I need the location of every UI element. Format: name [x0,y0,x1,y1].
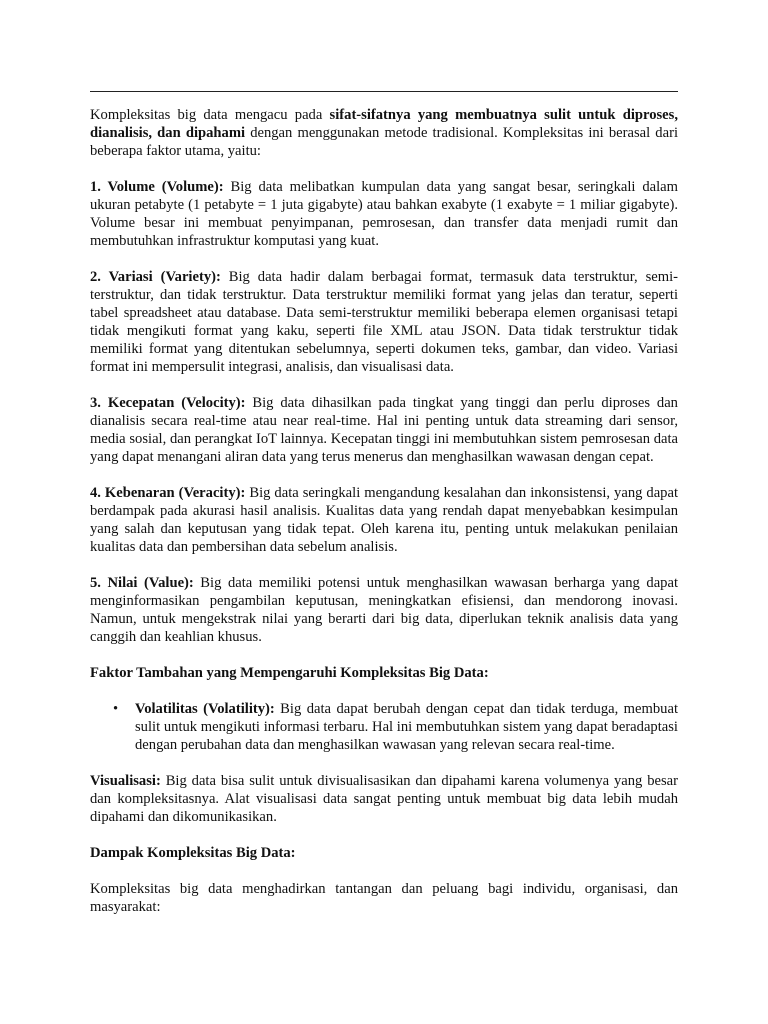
factor-velocity [90,394,678,466]
visualization-paragraph [90,772,678,826]
factor-title: 3. Kecepatan (Velocity): [90,395,246,411]
intro-text-end: dengan menggunakan metode tradisional. Kompleksitas ini berasal dari beberapa faktor utama, yaitu: [90,125,678,159]
document-body [90,106,678,934]
factor-text: Big data melibatkan kumpulan data yang sangat besar, seringkali dalam ukuran petabyte (1 petabyte = 1 juta gigabyte) atau bahkan exabyte (1 exabyte = 1 miliar gigabyte). Volume besar ini membuat penyimpanan, pemrosesan, dan transfer data menjadi rumit dan membutuhkan infrastruktur komputasi yang kuat. [90,179,678,249]
factor-text: Big data hadir dalam berbagai format, termasuk data terstruktur, semi-terstruktur, dan tidak terstruktur. Data terstruktur memiliki format yang jelas dan teratur, seperti tabel spreadsheet atau database. Data semi-terstruktur memiliki beberapa elemen organisasi tetapi tidak mengikuti format yang kaku, seperti file XML atau JSON. Data tidak terstruktur tidak memiliki format yang ditentukan sebelumnya, seperti dokumen teks, gambar, dan video. Variasi format ini mempersulit integrasi, analisis, dan visualisasi data. [90,269,678,375]
top-divider [90,91,678,92]
factor-title: 1. Volume (Volume): [90,179,224,195]
factor-title: 2. Variasi (Variety): [90,269,221,285]
factor-value [90,574,678,646]
factor-text: Big data seringkali mengandung kesalahan dan inkonsistensi, yang dapat berdampak pada akurasi hasil analisis. Kualitas data yang rendah dapat menyebabkan kesimpulan yang salah dan keputusan yang tidak tepat. Oleh karena itu, penting untuk melakukan penilaian kualitas data dan pembersihan data sebelum analisis. [90,485,679,555]
factor-title: 5. Nilai (Value): [90,575,194,591]
visualization-text: Big data bisa sulit untuk divisualisasikan dan dipahami karena volumenya yang besar dan kompleksitasnya. Alat visualisasi data sangat penting untuk membuat big data lebih mudah dipahami dan dikomunikasikan. [90,773,678,825]
intro-bold-text: sifat-sifatnya yang membuatnya sulit untuk diproses, dianalisis, dan dipahami [90,107,678,141]
additional-factors-list [90,700,678,754]
factor-text: Big data dihasilkan pada tingkat yang tinggi dan perlu diproses dan dianalisis secara real-time atau near real-time. Hal ini penting untuk data streaming dari sensor, media sosial, dan perangkat IoT lainnya. Kecepatan tinggi ini membutuhkan sistem pemrosesan data yang dapat menangani aliran data yang terus menerus dan menghasilkan wawasan dengan cepat. [90,395,678,465]
intro-paragraph [90,106,678,160]
factor-variety [90,268,678,376]
visualization-title: Visualisasi: [90,773,161,789]
impact-heading [90,844,678,862]
bullet-text: Big data dapat berubah dengan cepat dan tidak terduga, membuat sulit untuk mengikuti informasi terbaru. Hal ini membutuhkan sistem yang dapat beradaptasi dengan perubahan data dan menghasilkan wawasan yang relevan secara real-time. [135,701,678,753]
heading-text: Dampak Kompleksitas Big Data: [90,845,296,861]
list-item [135,700,678,754]
factor-text: Big data memiliki potensi untuk menghasilkan wawasan berharga yang dapat menginformasikan pengambilan keputusan, meningkatkan efisiensi, dan mendorong inovasi. Namun, untuk mengekstrak nilai yang berarti dari big data, diperlukan teknik analisis data yang canggih dan keahlian khusus. [90,575,679,645]
intro-text-start: Kompleksitas big data mengacu pada [90,107,330,123]
factor-veracity [90,484,678,556]
bullet-title: Volatilitas (Volatility): [135,701,275,717]
heading-text: Faktor Tambahan yang Mempengaruhi Kompleksitas Big Data: [90,665,489,681]
impact-paragraph: Kompleksitas big data menghadirkan tantangan dan peluang bagi individu, organisasi, dan masyarakat: [90,881,678,915]
factor-title: 4. Kebenaran (Veracity): [90,485,246,501]
additional-factors-heading [90,664,678,682]
factor-volume [90,178,678,250]
